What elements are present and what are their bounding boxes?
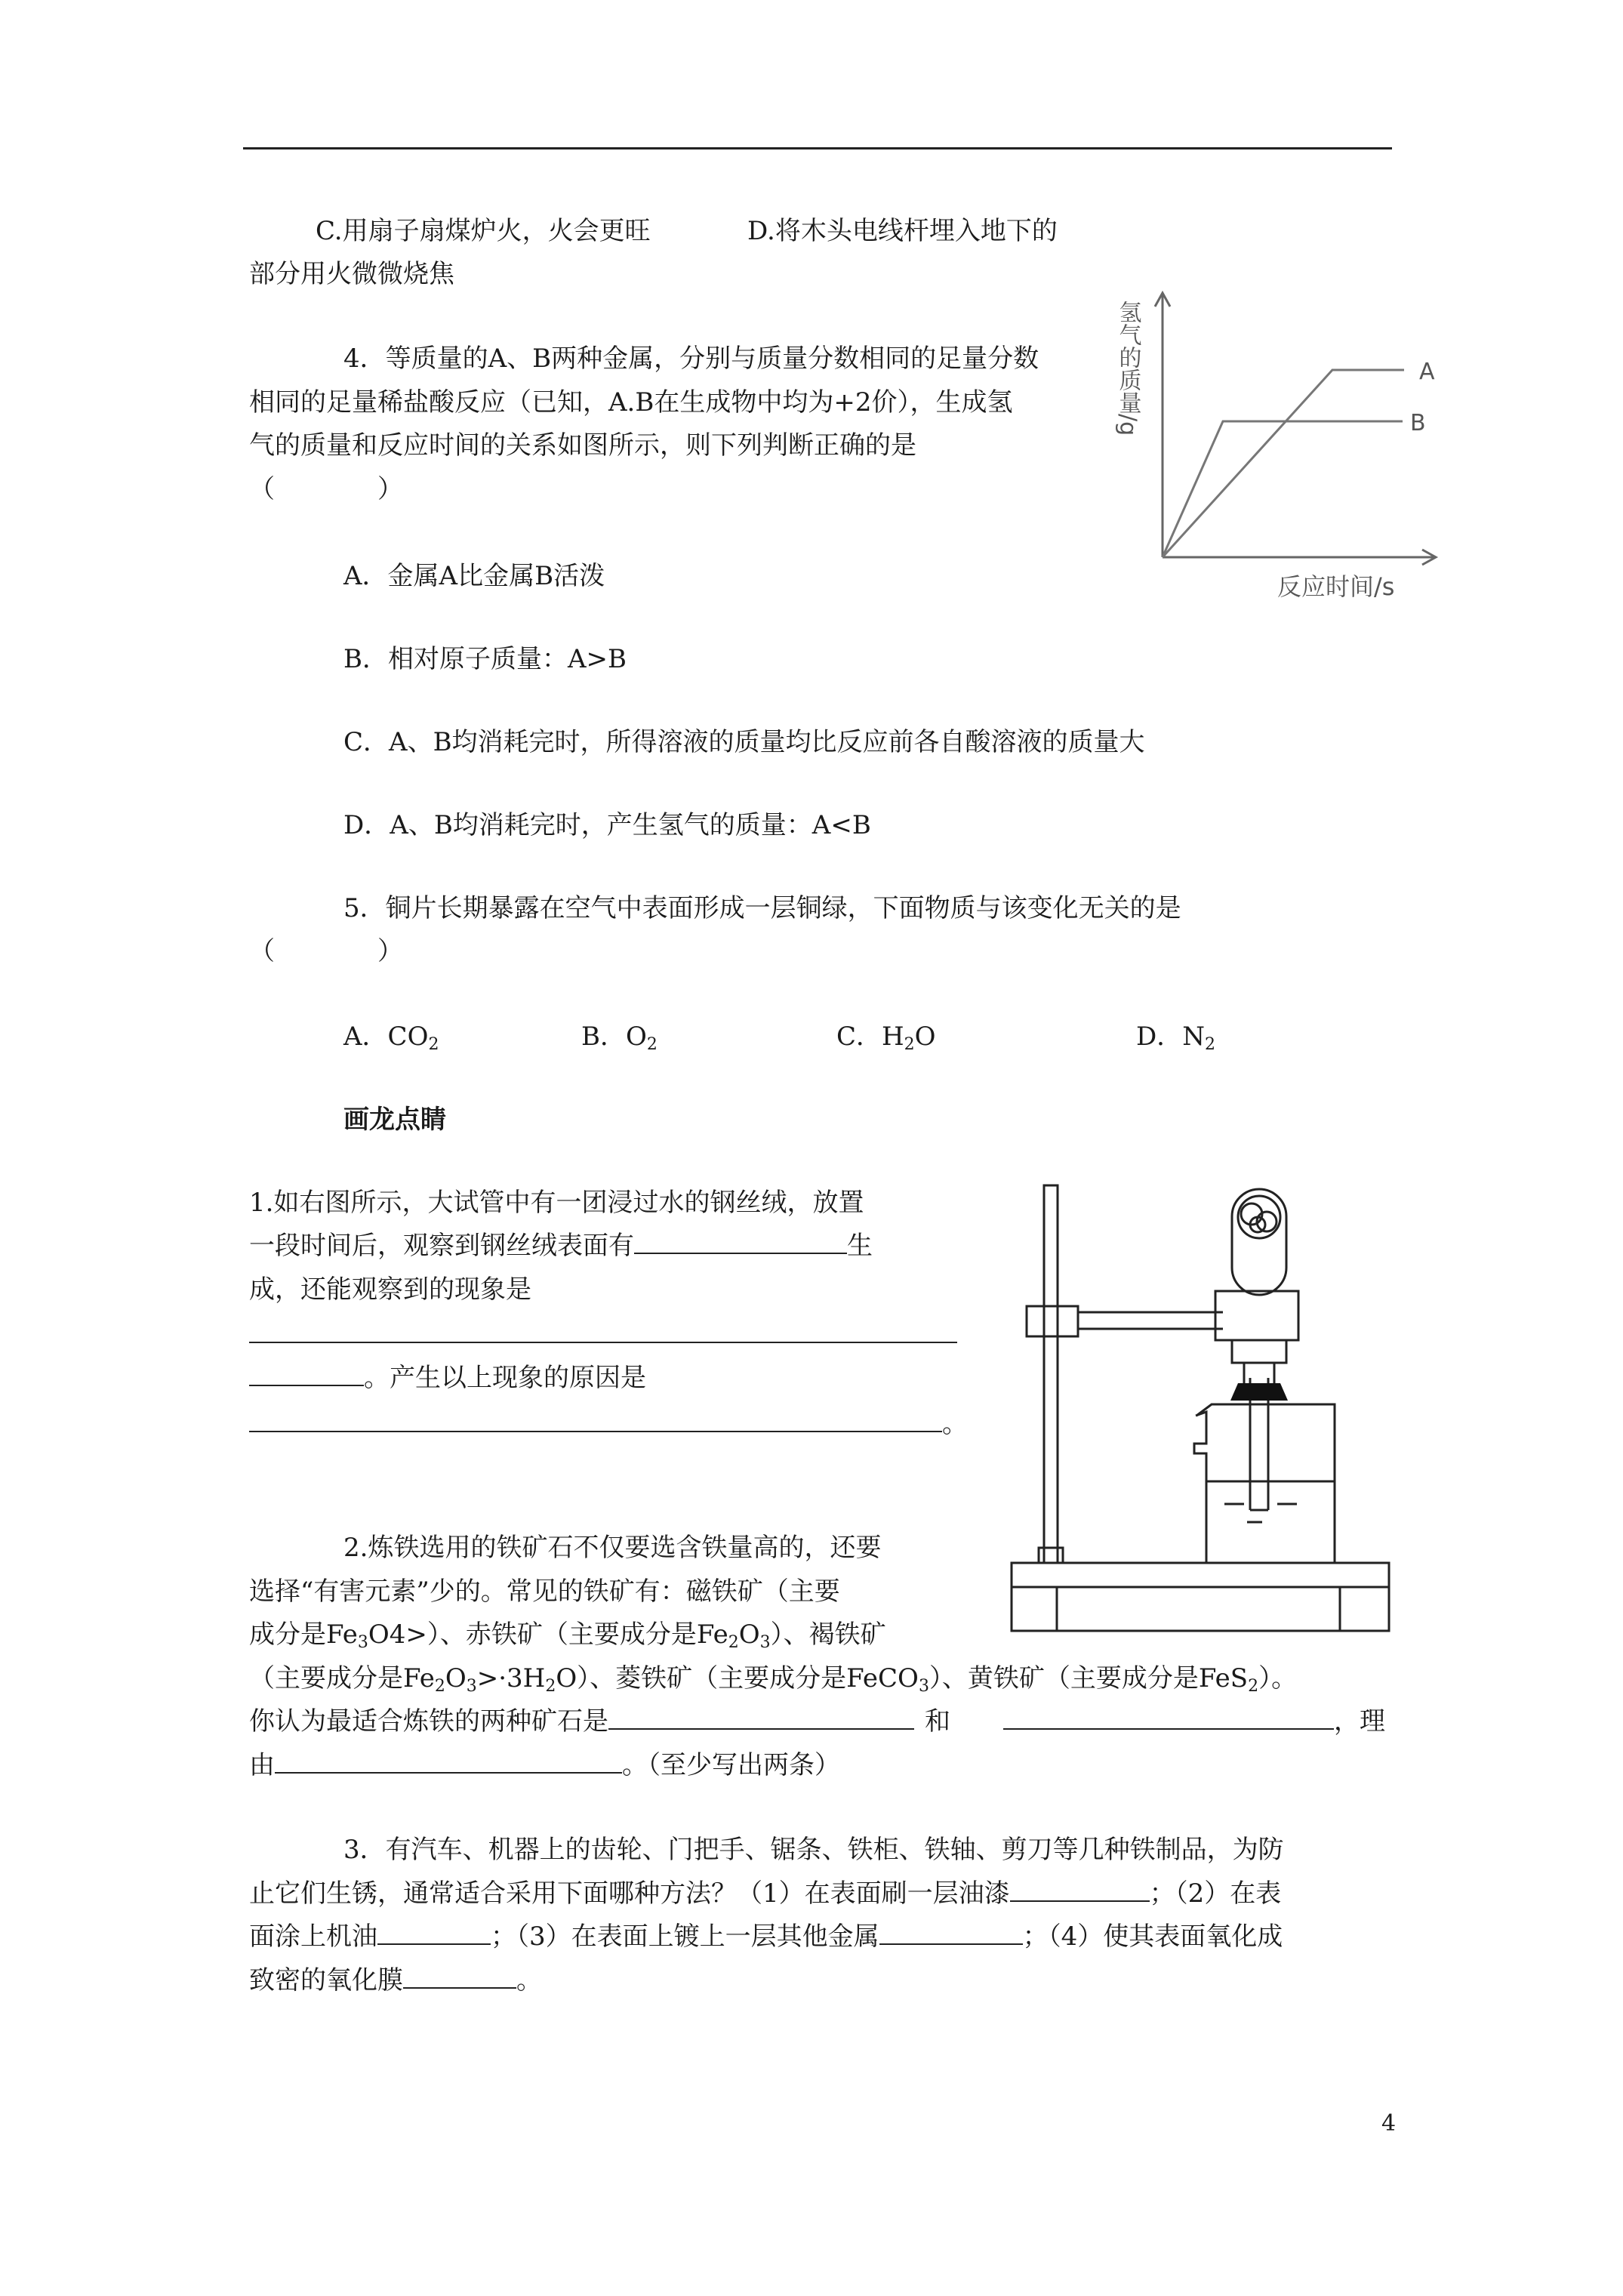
clamp-boss-left bbox=[1027, 1306, 1078, 1336]
p2-line4: （主要成分是$Fe_2O_3>\cdot 3H_2O$）、菱铁矿（主要成分是FeCO$_3$）、黄铁矿（主要成分是FeS$_2$）。 bbox=[249, 1663, 1298, 1696]
graph-y-label: 氢气的质量/g bbox=[1114, 300, 1141, 436]
q3-option-d: D.将木头电线杆埋入地下的 bbox=[747, 216, 1058, 246]
p3-line3: 面涂上机油 ；（3）在表面上镀上一层其他金属 ；（4）使其表面氧化成 bbox=[249, 1915, 1283, 1952]
q5-option-c: C．$H_2O$ bbox=[836, 1022, 936, 1054]
page-number: 4 bbox=[1381, 2110, 1397, 2137]
q4-line1: 4．等质量的A、B两种金属，分别与质量分数相同的足量分数 bbox=[343, 344, 1039, 374]
q3-option-d-cont: 部分用火微微烧焦 bbox=[249, 259, 454, 289]
p1-line6: 。 bbox=[249, 1403, 968, 1440]
p2-blank-2[interactable] bbox=[1003, 1703, 1334, 1730]
q4-answer-paren: （ ） bbox=[249, 474, 403, 504]
p3-blank-3[interactable] bbox=[879, 1918, 1023, 1945]
rubber-stopper bbox=[1230, 1383, 1288, 1401]
p1-blank-1[interactable] bbox=[634, 1227, 847, 1254]
p1-line1: 1.如右图所示，大试管中有一团浸过水的钢丝绒，放置 bbox=[249, 1188, 864, 1218]
p1-blank-4[interactable] bbox=[249, 1405, 942, 1432]
p2-blank-1[interactable] bbox=[608, 1703, 914, 1730]
p1-line2: 一段时间后，观察到钢丝绒表面有 生 bbox=[249, 1225, 873, 1262]
stand-foot-right bbox=[1340, 1587, 1389, 1631]
q5-option-d: D．$N_2$ bbox=[1136, 1022, 1216, 1054]
p2-line2: 选择“有害元素”少的。常见的铁矿有：磁铁矿（主要 bbox=[249, 1576, 840, 1607]
q4-line2: 相同的足量稀盐酸反应（已知，A.B在生成物中均为+2价），生成氢 bbox=[249, 387, 1013, 418]
q3-option-c: C.用扇子扇煤炉火，火会更旺 bbox=[316, 216, 651, 246]
p1-line3: 成，还能观察到的现象是 bbox=[249, 1274, 531, 1305]
test-tube-top bbox=[1232, 1189, 1286, 1295]
graph-x-label: 反应时间/s bbox=[1277, 572, 1395, 601]
p3-line2: 止它们生锈，通常适合采用下面哪种方法？（1）在表面刷一层油漆 ；（2）在表 bbox=[249, 1872, 1281, 1909]
q5-answer-paren: （ ） bbox=[249, 936, 403, 966]
q5-option-a: A．$CO_2$ bbox=[343, 1022, 439, 1054]
p3-line4: 致密的氧化膜 。 bbox=[249, 1959, 542, 1996]
p2-line3: 成分是$Fe_3O4>$）、赤铁矿（主要成分是$Fe_2O_3$）、褐铁矿 bbox=[249, 1620, 886, 1652]
p1-blank-2[interactable] bbox=[249, 1342, 957, 1343]
q5-option-b: B．$O_2$ bbox=[581, 1022, 658, 1054]
p1-line5: 。产生以上现象的原因是 bbox=[249, 1357, 646, 1394]
stand-rod bbox=[1044, 1185, 1058, 1563]
rod-base-block bbox=[1039, 1548, 1063, 1563]
p2-line1: 2.炼铁选用的铁矿石不仅要选含铁量高的，还要 bbox=[343, 1533, 882, 1563]
q4-hydrogen-graph bbox=[1110, 279, 1457, 612]
q4-option-a: A．金属A比金属B活泼 bbox=[343, 561, 605, 591]
p3-blank-2[interactable] bbox=[377, 1918, 491, 1945]
q4-line3: 气的质量和反应时间的关系如图所示，则下列判断正确的是 bbox=[249, 430, 916, 461]
q5-line1: 5．铜片长期暴露在空气中表面形成一层铜绿，下面物质与该变化无关的是 bbox=[343, 893, 1181, 923]
p1-blank-3[interactable] bbox=[249, 1359, 364, 1386]
p3-blank-4[interactable] bbox=[403, 1962, 516, 1989]
q4-option-c: C．A、B均消耗完时，所得溶液的质量均比反应前各自酸溶液的质量大 bbox=[343, 727, 1145, 757]
p2-blank-3[interactable] bbox=[275, 1746, 622, 1774]
graph-line-a bbox=[1163, 370, 1404, 557]
stand-base bbox=[1012, 1563, 1389, 1587]
p2-line5: 你认为最适合炼铁的两种矿石是 和 ，理 bbox=[249, 1700, 1385, 1737]
graph-label-a: A bbox=[1419, 359, 1435, 385]
header-rule bbox=[243, 147, 1392, 149]
p3-blank-1[interactable] bbox=[1010, 1875, 1150, 1902]
clamp-boss-right bbox=[1215, 1291, 1298, 1340]
stand-foot-left bbox=[1012, 1587, 1057, 1631]
graph-label-b: B bbox=[1410, 410, 1426, 436]
section-title: 画龙点睛 bbox=[343, 1105, 446, 1135]
q4-option-b: B．相对原子质量：A>B bbox=[343, 644, 627, 674]
q4-option-d: D．A、B均消耗完时，产生氢气的质量：A<B bbox=[343, 810, 871, 840]
graph-line-b bbox=[1163, 421, 1403, 557]
steel-wool-apparatus bbox=[981, 1155, 1404, 1638]
p2-line6: 由 。（至少写出两条） bbox=[249, 1744, 840, 1781]
p3-line1: 3．有汽车、机器上的齿轮、门把手、锯条、铁柜、铁轴、剪刀等几种铁制品，为防 bbox=[343, 1835, 1284, 1865]
beaker bbox=[1194, 1404, 1335, 1563]
